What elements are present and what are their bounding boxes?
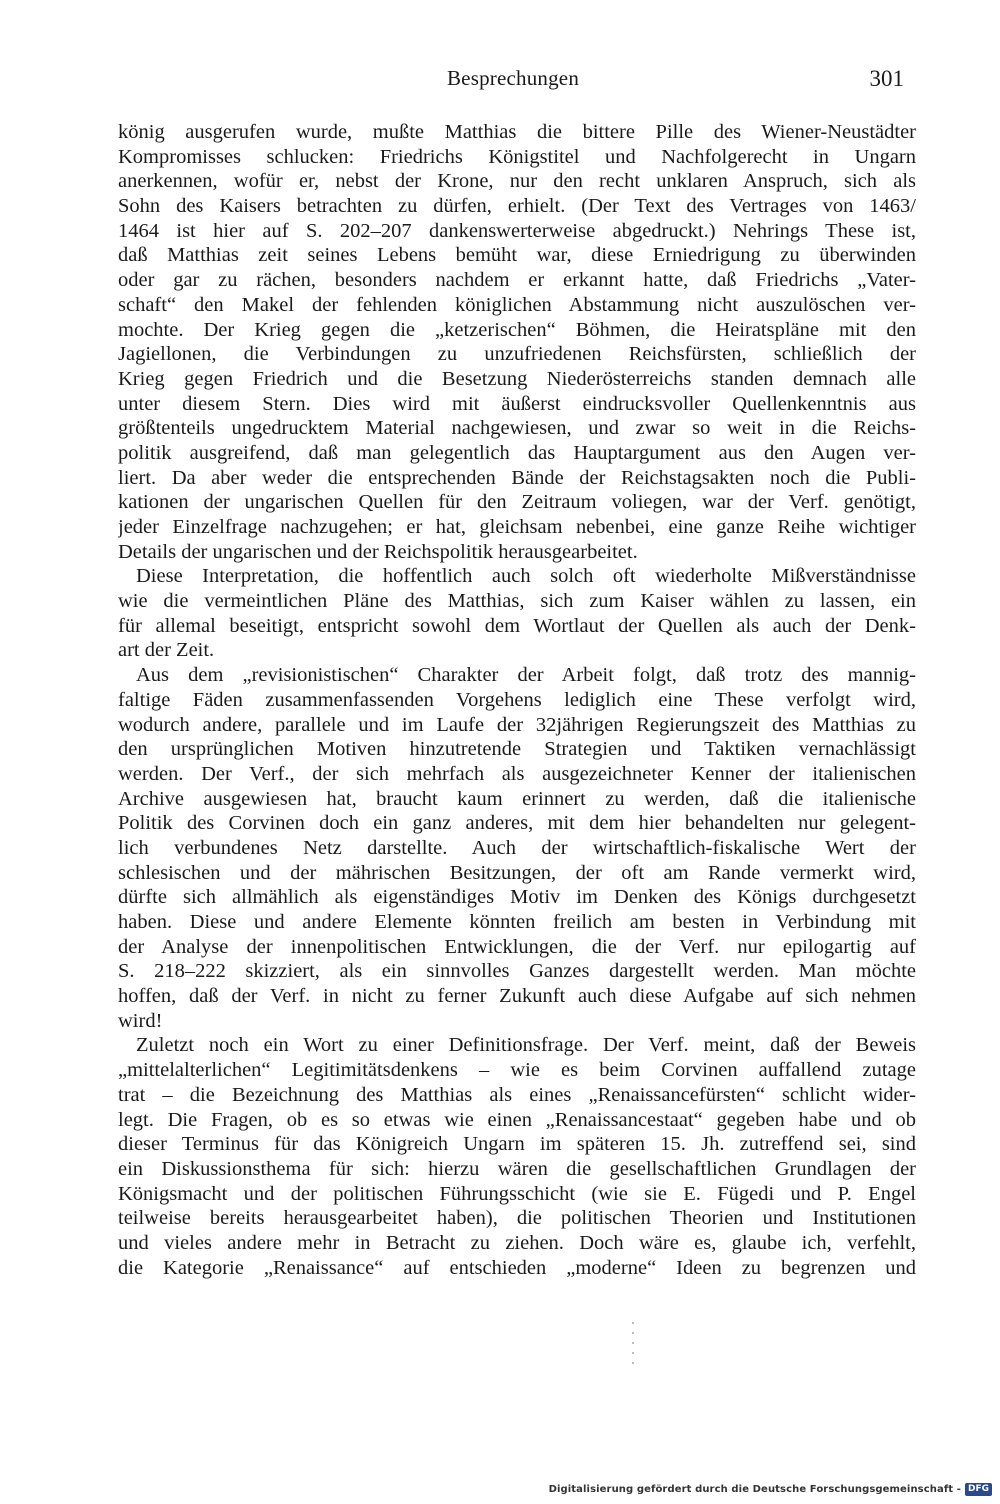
text-line: Königsmacht und der politischen Führungsschicht (wie sie E. Fügedi und P. Engel bbox=[118, 1182, 916, 1205]
text-line: 1464 ist hier auf S. 202–207 dankenswerterweise abgedruckt.) Nehrings These ist, bbox=[118, 219, 916, 242]
text-line: werden. Der Verf., der sich mehrfach als ausgezeichneter Kenner der italienischen bbox=[118, 762, 916, 785]
text-line: Politik des Corvinen doch ein ganz anderes, mit dem hier behandelten nur gelegent- bbox=[118, 812, 916, 835]
text-line: den ursprünglichen Motiven hinzutretende Strategien und Taktiken vernachlässigt bbox=[118, 738, 916, 761]
dfg-logo-icon: DFG bbox=[965, 1483, 992, 1496]
text-line: anerkennen, wofür er, nebst der Krone, nur den recht unklaren Anspruch, sich als bbox=[118, 170, 916, 193]
text-line: hoffen, daß der Verf. in nicht zu ferner Zukunft auch diese Aufgabe auf sich nehmen bbox=[118, 985, 916, 1008]
text-line: Kompromisses schlucken: Friedrichs Königstitel und Nachfolgerecht in Ungarn bbox=[118, 145, 916, 168]
text-line: legt. Die Fragen, ob es so etwas wie einen „Renaissancestaat“ gegeben habe und ob bbox=[118, 1108, 916, 1131]
text-line: politik ausgreifend, daß man gelegentlich das Hauptargument aus den Augen ver- bbox=[118, 441, 916, 464]
text-line: lich verbundenes Netz darstellte. Auch der wirtschaftlich-fiskalische Wert der bbox=[118, 836, 916, 859]
text-line: Krieg gegen Friedrich und die Besetzung Niederösterreichs standen demnach alle bbox=[118, 367, 916, 390]
text-line: faltige Fäden zusammenfassenden Vorgehens lediglich eine These verfolgt wird, bbox=[118, 688, 916, 711]
text-line: teilweise bereits herausgearbeitet haben), die politischen Theorien und Institutionen bbox=[118, 1207, 916, 1230]
text-line: S. 218–222 skizziert, als ein sinnvolles Ganzes dargestellt werden. Man möchte bbox=[118, 960, 916, 983]
text-line: unter diesem Stern. Dies wird mit äußerst eindrucksvoller Quellenkenntnis aus bbox=[118, 392, 916, 415]
text-line: „mittelalterlichen“ Legitimitätsdenkens – wie es beim Corvinen auffallend zutage bbox=[118, 1059, 916, 1082]
text-line: Details der ungarischen und der Reichspolitik herausgearbeitet. bbox=[118, 540, 638, 563]
text-line: und vieles andere mehr in Betracht zu ziehen. Doch wäre es, glaube ich, verfehlt, bbox=[118, 1231, 916, 1254]
body-text bbox=[118, 120, 916, 1280]
text-line: der Analyse der innenpolitischen Entwicklungen, die der Verf. nur epilogartig auf bbox=[118, 935, 916, 958]
text-line: dürfte sich allmählich als eigenständiges Motiv im Denken des Königs durchgesetzt bbox=[118, 886, 916, 909]
scan-artifact bbox=[632, 1352, 634, 1354]
text-line: wird! bbox=[118, 1009, 163, 1032]
text-line: schaft“ den Makel der fehlenden königlichen Abstammung nicht auszulöschen ver- bbox=[118, 293, 916, 316]
running-head: Besprechungen bbox=[446, 66, 580, 90]
text-line: haben. Diese und andere Elemente könnten freilich am besten in Verbindung mit bbox=[118, 911, 916, 933]
text-line: dieser Terminus für das Königreich Ungarn im späteren 15. Jh. zutreffend sei, sind bbox=[118, 1133, 916, 1156]
text-line: Jagiellonen, die Verbindungen zu unzufriedenen Reichsfürsten, schließlich der bbox=[118, 343, 916, 366]
text-line: Diese Interpretation, die hoffentlich auch solch oft wiederholte Mißverständnisse bbox=[136, 565, 916, 588]
text-line: mochte. Der Krieg gegen die „ketzerischen“ Böhmen, die Heiratspläne mit den bbox=[118, 318, 916, 341]
page-number: 301 bbox=[869, 66, 904, 91]
text-line: oder gar zu rächen, besonders nachdem er erkannt hatte, daß Friedrichs „Vater- bbox=[118, 269, 916, 292]
text-line: Zuletzt noch ein Wort zu einer Definitionsfrage. Der Verf. meint, daß der Beweis bbox=[136, 1034, 916, 1057]
text-line: kationen der ungarischen Quellen für den Zeitraum voliegen, war der Verf. genötigt, bbox=[118, 491, 916, 514]
text-line: größtenteils ungedrucktem Material nachgewiesen, und zwar so weit in die Reichs- bbox=[118, 417, 916, 440]
text-line: könig ausgerufen wurde, mußte Matthias die bittere Pille des Wiener-Neustädter bbox=[118, 121, 916, 143]
text-line: Aus dem „revisionistischen“ Charakter der Arbeit folgt, daß trotz des mannig- bbox=[136, 664, 916, 687]
text-line: trat – die Bezeichnung des Matthias als eines „Renaissancefürsten“ schlicht wider- bbox=[118, 1083, 916, 1106]
text-line: die Kategorie „Renaissance“ auf entschieden „moderne“ Ideen zu begrenzen und bbox=[118, 1256, 916, 1279]
scan-artifact bbox=[632, 1322, 634, 1324]
text-line: Sohn des Kaisers betrachten zu dürfen, erhielt. (Der Text des Vertrages von 1463/ bbox=[118, 195, 916, 218]
text-line: wodurch andere, parallele und im Laufe der 32jährigen Regierungszeit des Matthias zu bbox=[118, 713, 916, 736]
footer-credit-text: Digitalisierung gefördert durch die Deutsche Forschungsgemeinschaft - bbox=[548, 1483, 961, 1495]
scan-artifact bbox=[632, 1342, 634, 1344]
page-header bbox=[118, 66, 908, 96]
text-line: art der Zeit. bbox=[118, 639, 215, 662]
text-line: daß Matthias zeit seines Lebens bemüht war, diese Erniedrigung zu überwinden bbox=[118, 244, 916, 267]
scan-artifact bbox=[632, 1362, 634, 1364]
text-line: für allemal beseitigt, entspricht sowohl dem Wortlaut der Quellen als auch der Denk- bbox=[118, 614, 916, 637]
digitization-footer bbox=[549, 1480, 992, 1498]
text-line: wie die vermeintlichen Pläne des Matthias, sich zum Kaiser wählen zu lassen, ein bbox=[118, 590, 916, 613]
scan-artifact bbox=[632, 1332, 634, 1334]
text-line: jeder Einzelfrage nachzugehen; er hat, gleichsam nebenbei, eine ganze Reihe wichtiger bbox=[118, 516, 916, 538]
text-line: schlesischen und der mährischen Besitzungen, der oft am Rande vermerkt wird, bbox=[118, 861, 916, 884]
text-line: Archive ausgewiesen hat, braucht kaum erinnert zu werden, daß die italienische bbox=[118, 787, 916, 810]
text-line: liert. Da aber weder die entsprechenden Bände der Reichstagsakten noch die Publi- bbox=[118, 466, 916, 489]
text-line: ein Diskussionsthema für sich: hierzu wären die gesellschaftlichen Grundlagen der bbox=[118, 1157, 916, 1180]
